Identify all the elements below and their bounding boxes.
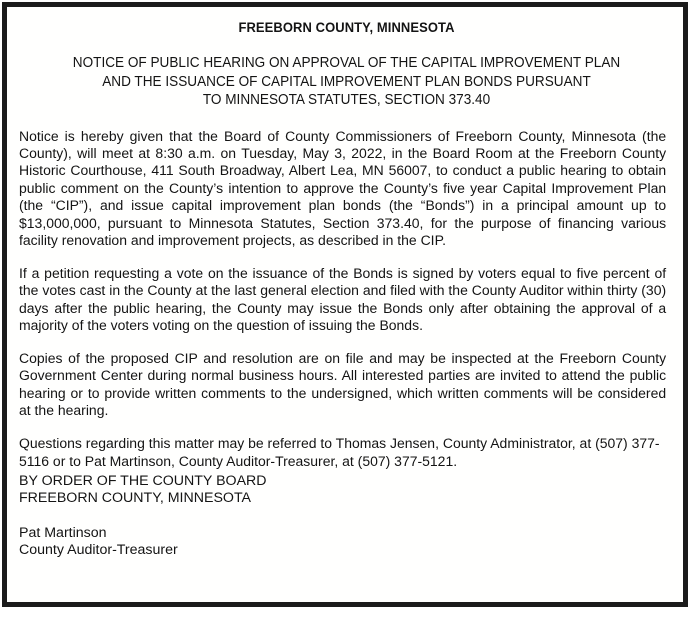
paragraph-inspection-comments: Copies of the proposed CIP and resolution are on file and may be inspected at the Freeborn County Government Center during normal business hours. All interested parties are invited to attend the public hearing or to provide written comments to the undersigned, which written comments will be considered at the hearing. bbox=[19, 350, 667, 420]
notice-heading-line-1: NOTICE OF PUBLIC HEARING ON APPROVAL OF THE CAPITAL IMPROVEMENT PLAN bbox=[72, 55, 621, 71]
notice-document bbox=[2, 2, 688, 607]
notice-heading-line-3: TO MINNESOTA STATUTES, SECTION 373.40 bbox=[202, 92, 491, 108]
paragraph-contact-questions: Questions regarding this matter may be referred to Thomas Jensen, County Administrator, at (507) 377-5116 or to Pat Martinson, County Auditor-Treasurer, at (507) 377-5121. bbox=[19, 436, 660, 470]
paragraph-petition-rights: If a petition requesting a vote on the issuance of the Bonds is signed by voters equal to five percent of the votes cast in the County at the last general election and filed with the County Auditor within thirty (30) days after the public hearing, the County may issue the Bonds only after obtaining the approval of a majority of the voters voting on the question of issuing the Bonds. bbox=[19, 265, 667, 335]
signature-spacer bbox=[19, 508, 676, 525]
paragraph-meeting-notice: Notice is hereby given that the Board of County Commissioners of Freeborn County, Minnesota (the County), will meet at 8:30 a.m. on Tuesday, May 3, 2022, in the Board Room at the Freeborn County Historic Courthouse, 411 South Broadway, Albert Lea, MN 56007, to conduct a public hearing to obtain public comment on the County’s intention to approve the County’s five year Capital Improvement Plan (the “CIP”), and issue capital improvement plan bonds (the “Bonds”) in a principal amount up to $13,000,000, pursuant to Minnesota Statutes, Section 373.40, for the purpose of financing various facility renovation and improvement projects, as described in the CIP. bbox=[19, 128, 667, 249]
notice-heading bbox=[36, 54, 656, 110]
notice-heading-line-2: AND THE ISSUANCE OF CAPITAL IMPROVEMENT PLAN BONDS PURSUANT bbox=[102, 73, 591, 90]
signer-name: Pat Martinson bbox=[19, 524, 107, 541]
notice-body bbox=[14, 129, 679, 471]
order-line-1: BY ORDER OF THE COUNTY BOARD bbox=[19, 472, 267, 489]
document-title: FREEBORN COUNTY, MINNESOTA bbox=[238, 20, 455, 35]
signer-title: County Auditor-Treasurer bbox=[19, 542, 178, 559]
signature-block bbox=[14, 473, 679, 560]
notice-content bbox=[7, 7, 683, 602]
order-line-2: FREEBORN COUNTY, MINNESOTA bbox=[19, 490, 252, 507]
